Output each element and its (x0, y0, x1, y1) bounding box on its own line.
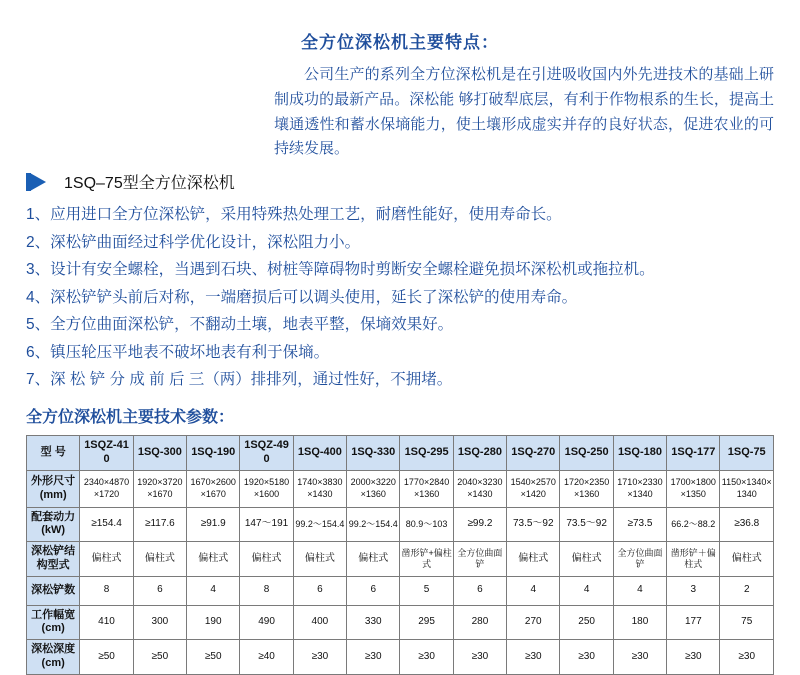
column-header: 1SQ-190 (187, 436, 240, 471)
table-cell: 280 (453, 605, 506, 640)
table-cell: ≥30 (347, 640, 400, 675)
table-cell: 2000×3220×1360 (347, 470, 400, 507)
column-header: 1SQ-295 (400, 436, 453, 471)
table-cell: 凿形铲＋偏柱式 (667, 542, 720, 577)
table-cell: 1720×2350×1360 (560, 470, 613, 507)
row-header: 深松铲数 (27, 576, 80, 605)
table-cell: 偏柱式 (347, 542, 400, 577)
column-header: 型 号 (27, 436, 80, 471)
table-cell: 偏柱式 (133, 542, 186, 577)
table-cell: ≥117.6 (133, 507, 186, 542)
table-cell: 全方位曲面铲 (613, 542, 666, 577)
row-header: 工作幅宽(cm) (27, 605, 80, 640)
table-cell: 偏柱式 (720, 542, 774, 577)
table-cell: 偏柱式 (293, 542, 346, 577)
row-header: 深松深度(cm) (27, 640, 80, 675)
intro-paragraph: 公司生产的系列全方位深松机是在引进吸收国内外先进技术的基础上研制成功的最新产品。深松能 够打破犁底层，有利于作物根系的生长，提高土壤通透性和蓄水保墒能力，使土壤形成虚实并存的良好状态，促进农业的可持续发展。 (274, 66, 774, 158)
table-cell: 偏柱式 (507, 542, 560, 577)
table-cell: 6 (453, 576, 506, 605)
model-heading (30, 170, 774, 193)
table-cell: 2340×4870×1720 (80, 470, 133, 507)
table-cell: ≥154.4 (80, 507, 133, 542)
list-item: 5、全方位曲面深松铲，不翻动土壤，地表平整，保墒效果好。 (26, 316, 454, 334)
table-cell: ≥30 (720, 640, 774, 675)
table-cell: ≥30 (453, 640, 506, 675)
table-row (27, 542, 774, 577)
column-header: 1SQ-177 (667, 436, 720, 471)
table-cell: 99.2～154.4 (347, 507, 400, 542)
table-cell: ≥50 (80, 640, 133, 675)
table-row (27, 640, 774, 675)
list-item: 1、应用进口全方位深松铲，采用特殊热处理工艺，耐磨性能好，使用寿命长。 (26, 206, 562, 223)
table-cell: ≥30 (667, 640, 720, 675)
table-cell: 270 (507, 605, 560, 640)
table-cell: 4 (613, 576, 666, 605)
table-cell: 偏柱式 (80, 542, 133, 577)
table-cell: ≥30 (560, 640, 613, 675)
spec-table (26, 435, 774, 675)
table-cell: 全方位曲面铲 (453, 542, 506, 577)
column-header: 1SQZ-410 (80, 436, 133, 471)
table-cell: 1700×1800×1350 (667, 470, 720, 507)
table-cell: 1740×3830×1430 (293, 470, 346, 507)
table-cell: 250 (560, 605, 613, 640)
table-cell: 1920×3720×1670 (133, 470, 186, 507)
list-item: 7、深 松 铲 分 成 前 后 三（两）排排列，通过性好，不拥堵。 (26, 371, 453, 389)
table-cell: ≥30 (400, 640, 453, 675)
table-cell: 2 (720, 576, 774, 605)
table-cell: 400 (293, 605, 346, 640)
table-body (27, 470, 774, 674)
table-row (27, 436, 774, 471)
column-header: 1SQ-400 (293, 436, 346, 471)
model-label: 1SQ–75型全方位深松机 (64, 175, 235, 192)
table-cell: ≥30 (613, 640, 666, 675)
table-cell: 1540×2570×1420 (507, 470, 560, 507)
list-item: 3、设计有安全螺栓，当遇到石块、树桩等障碍物时剪断安全螺栓避免损坏深松机或拖拉机。 (26, 261, 655, 279)
table-cell: 73.5～92 (560, 507, 613, 542)
table-cell: ≥30 (507, 640, 560, 675)
table-cell: 8 (80, 576, 133, 605)
table-cell: ≥50 (187, 640, 240, 675)
table-cell: 190 (187, 605, 240, 640)
table-cell: 330 (347, 605, 400, 640)
table-cell: ≥73.5 (613, 507, 666, 542)
table-cell: 1150×1340×1340 (720, 470, 774, 507)
table-cell: ≥91.9 (187, 507, 240, 542)
table-cell: ≥40 (240, 640, 293, 675)
table-cell: 1670×2600×1670 (187, 470, 240, 507)
table-cell: 1770×2840×1360 (400, 470, 453, 507)
table-cell: 177 (667, 605, 720, 640)
table-cell: 99.2～154.4 (293, 507, 346, 542)
table-cell: 4 (560, 576, 613, 605)
table-cell: 300 (133, 605, 186, 640)
row-header: 外形尺寸(mm) (27, 470, 80, 507)
page-title: 全方位深松机主要特点： (301, 33, 499, 52)
table-cell: 6 (347, 576, 400, 605)
table-cell: 180 (613, 605, 666, 640)
column-header: 1SQZ-490 (240, 436, 293, 471)
column-header: 1SQ-75 (720, 436, 774, 471)
column-header: 1SQ-250 (560, 436, 613, 471)
table-row (27, 576, 774, 605)
table-cell: 6 (133, 576, 186, 605)
table-cell: ≥99.2 (453, 507, 506, 542)
table-cell: 5 (400, 576, 453, 605)
table-cell: 73.5～92 (507, 507, 560, 542)
feature-list (26, 201, 774, 394)
table-cell: 偏柱式 (187, 542, 240, 577)
table-cell: 6 (293, 576, 346, 605)
table-cell: 凿形铲+偏柱式 (400, 542, 453, 577)
list-item: 4、深松铲铲头前后对称，一端磨损后可以调头使用，延长了深松铲的使用寿命。 (26, 288, 578, 306)
row-header: 深松铲结构型式 (27, 542, 80, 577)
row-header: 配套动力(kW) (27, 507, 80, 542)
column-header: 1SQ-330 (347, 436, 400, 471)
table-cell: ≥30 (293, 640, 346, 675)
spec-section-title: 全方位深松机主要技术参数： (26, 409, 235, 427)
column-header: 1SQ-280 (453, 436, 506, 471)
table-cell: 8 (240, 576, 293, 605)
table-cell: 4 (507, 576, 560, 605)
table-cell: 3 (667, 576, 720, 605)
column-header: 1SQ-270 (507, 436, 560, 471)
list-item: 2、深松铲曲面经过科学优化设计，深松阻力小。 (26, 233, 361, 251)
table-header (27, 436, 774, 471)
table-cell: 295 (400, 605, 453, 640)
list-item: 6、镇压轮压平地表不破坏地表有利于保墒。 (26, 343, 330, 361)
blue-arrow-icon (30, 173, 46, 191)
table-row (27, 507, 774, 542)
column-header: 1SQ-300 (133, 436, 186, 471)
column-header: 1SQ-180 (613, 436, 666, 471)
table-cell: 410 (80, 605, 133, 640)
table-cell: 2040×3230×1430 (453, 470, 506, 507)
table-cell: 1710×2330×1340 (613, 470, 666, 507)
table-row (27, 470, 774, 507)
table-cell: ≥50 (133, 640, 186, 675)
table-cell: 66.2～88.2 (667, 507, 720, 542)
table-cell: 75 (720, 605, 774, 640)
table-row (27, 605, 774, 640)
table-cell: 490 (240, 605, 293, 640)
table-cell: 1920×5180×1600 (240, 470, 293, 507)
table-cell: 偏柱式 (560, 542, 613, 577)
table-cell: 4 (187, 576, 240, 605)
table-cell: ≥36.8 (720, 507, 774, 542)
table-cell: 147～191 (240, 507, 293, 542)
table-cell: 80.9～103 (400, 507, 453, 542)
table-cell: 偏柱式 (240, 542, 293, 577)
